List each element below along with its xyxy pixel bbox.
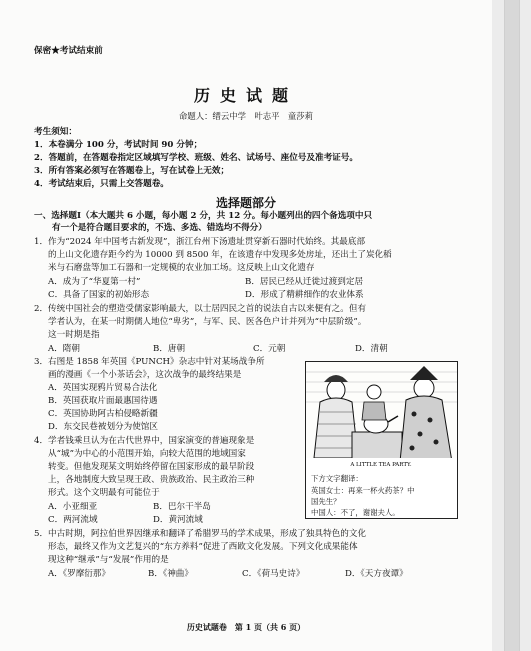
caption-line: 英国女士：再来一杯火药茶？中: [311, 486, 415, 495]
page-title: 历史试题: [193, 86, 298, 105]
option-a: A．成为了“华夏第一村”: [48, 277, 141, 287]
punch-cartoon: [305, 361, 458, 519]
scrollbar-track[interactable]: [492, 0, 531, 651]
option-d: D．《天方夜谭》: [345, 569, 408, 579]
page-footer: 历史试题卷 第 1 页（共 6 页）: [186, 622, 306, 632]
note-item: 3．所有答案必须写在答题卷上，写在试卷上无效；: [34, 166, 230, 176]
option-c: C．具备了国家的初始形态: [48, 290, 150, 300]
option-d: D．清朝: [355, 344, 388, 354]
option-b: B．唐朝: [153, 344, 186, 354]
authors-line: 命题人：缙云中学 叶志平 童莎莉: [179, 111, 313, 121]
section-title: 选择题部分: [215, 196, 276, 210]
cartoon-illustration: [306, 362, 457, 468]
question-text: 形态，最终又作为文艺复兴的“东方养料”促进了西欧文化发展。下列文化成果能体: [48, 542, 358, 552]
question-text: 2．传统中国社会的塑造受儒家影响最大，以士居四民之首的说法自古以来便有之。但有: [34, 304, 367, 314]
note-item: 2．答题前，在答题卷指定区域填写学校、班级、姓名、试场号、座位号及准考证号。: [34, 153, 358, 163]
question-text: 现这种“继承”与“发展”作用的是: [48, 555, 169, 565]
question-text: 米与石磨盘等加工石器和一定规模的农业加工场。这反映上山文化遗存: [48, 263, 315, 273]
question-text: 转变。但他发现某文明始终停留在国家形成的最早阶段: [48, 462, 255, 472]
note-item: 1．本卷满分 100 分，考试时间 90 分钟；: [34, 140, 203, 150]
option-c: C．英国协助阿古柏侵略新疆: [48, 409, 158, 419]
option-d: D．黄河流域: [153, 515, 203, 525]
option-a: A．英国实现鸦片贸易合法化: [48, 383, 158, 393]
cartoon-banner: A LITTLE TEA PARTY.: [350, 462, 412, 468]
option-a: A．隋朝: [48, 344, 80, 354]
option-b: B．居民已经从迁徙过渡到定居: [245, 277, 364, 287]
question-text: 画的漫画《一个小茶话会》，这次战争的最终结果是: [48, 370, 242, 380]
question-text: 4．学者钱乘旦认为在古代世界中，国家演变的普遍现象是: [34, 436, 255, 446]
option-c: C．两河流域: [48, 515, 98, 525]
option-b: B．《神曲》: [148, 569, 193, 579]
option-a: A．《罗摩衍那》: [48, 569, 111, 579]
question-text: 这一时期是指: [48, 330, 100, 340]
caption-line: 国先生？: [311, 497, 341, 506]
question-text: 学者认为，在某一时期儒人地位“卑劣”，与军、民、医各色户计并列为“中层阶级”。: [48, 317, 367, 327]
question-text: 1．作为“2024 年中国考古新发现”，浙江台州下汤遗址贯穿新石器时代始终。其最底部: [34, 237, 366, 247]
scrollbar-thumb[interactable]: [504, 0, 520, 651]
question-text: 5．中古时期，阿拉伯世界因继承和翻译了希腊罗马的学术成果，形成了独具特色的文化: [34, 529, 367, 539]
option-c: C．元朝: [253, 344, 286, 354]
option-a: A．小亚细亚: [48, 502, 98, 512]
notes-heading: 考生须知：: [34, 127, 77, 137]
section-instruction: 一、选择题Ⅰ（本大题共 6 小题，每小题 2 分，共 12 分。每小题列出的四个备选项中只: [34, 211, 373, 221]
section-instruction: 有一个是符合题目要求的，不选、多选、错选均不得分）: [52, 223, 267, 233]
caption-title: 下方文字翻译：: [311, 474, 363, 483]
question-text: 上，各地制度大致呈现王政、贵族政治、民主政治三种: [48, 475, 255, 485]
option-c: C．《荷马史诗》: [242, 569, 305, 579]
option-d: D．形成了精耕细作的农业体系: [245, 290, 364, 300]
question-text: 形式。这个文明最有可能位于: [48, 488, 160, 498]
question-text: 从“城”为中心的小范围开始，向较大范围的地域国家: [48, 449, 246, 459]
note-item: 4．考试结束后，只需上交答题卷。: [34, 179, 169, 189]
option-b: B．巴尔干半岛: [153, 502, 211, 512]
option-d: D．东交民巷被划分为使馆区: [48, 422, 159, 432]
question-text: 3．右图是 1858 年英国《PUNCH》杂志中针对某场战争所: [34, 357, 265, 367]
caption-line: 中国人：不了，谢谢夫人。: [311, 508, 400, 517]
option-b: B．英国获取片面最惠国待遇: [48, 396, 158, 406]
confidential-label: 保密★考试结束前: [34, 46, 103, 56]
question-text: 的上山文化遗存距今约为 10000 到 8500 年，在该遗存中发现多处房址，还出土了炭化稻: [48, 250, 392, 260]
